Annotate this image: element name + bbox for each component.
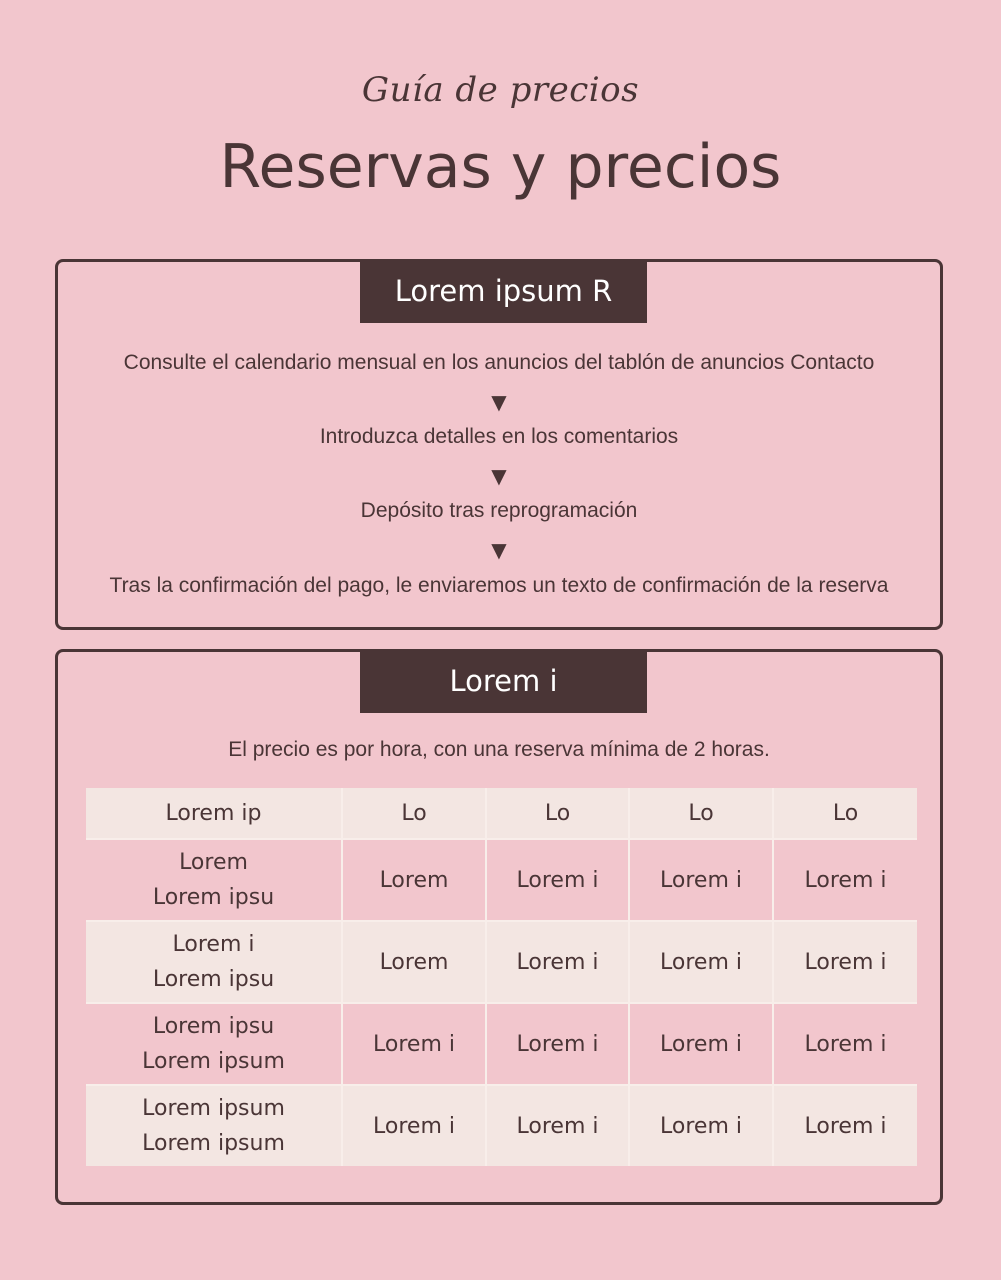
step-arrow-down-icon: ▼ [491,390,507,414]
column-header: Lo [773,788,917,839]
reservation-step-2: Introduzca detalles en los comentarios [319,425,679,448]
row-name-line: Lorem [179,850,248,875]
pricing-note: El precio es por hora, con una reserva mínima de 2 horas. [228,738,770,761]
reservation-panel [55,259,943,630]
price-cell: Lorem i [629,1085,773,1166]
table-row [86,1003,917,1085]
page-title: Reservas y precios [219,132,782,202]
step-arrow-down-icon: ▼ [491,538,507,562]
price-cell: Lorem i [629,921,773,1003]
price-table [86,788,917,1166]
price-cell: Lorem i [629,839,773,921]
row-name-line: Lorem ipsu [152,1014,275,1039]
reservation-step-3: Depósito tras reprogramación [360,499,638,522]
column-header: Lorem ip [86,788,342,839]
column-header: Lo [486,788,629,839]
reservation-step-1: Consulte el calendario mensual en los anuncios del tablón de anuncios Contacto [123,351,875,374]
price-cell: Lorem i [486,1003,629,1085]
reservation-step-4: Tras la confirmación del pago, le enviaremos un texto de confirmación de la reserva [109,574,889,597]
price-cell: Lorem [342,839,486,921]
page-kicker: Guía de precios [361,70,640,110]
price-cell: Lorem i [486,1085,629,1166]
price-cell: Lorem i [773,1085,917,1166]
price-cell: Lorem i [342,1085,486,1166]
price-cell: Lorem i [342,1003,486,1085]
price-cell: Lorem i [486,921,629,1003]
pricing-panel [55,649,943,1205]
table-header-row [86,788,917,839]
row-name-line: Lorem i [172,932,255,957]
table-row [86,1085,917,1166]
price-cell: Lorem i [773,839,917,921]
row-name-line: Lorem ipsum [142,1131,285,1156]
row-name-cell [86,921,342,1003]
price-cell: Lorem [342,921,486,1003]
column-header: Lo [342,788,486,839]
reservation-panel-label: Lorem ipsum R [360,261,647,323]
step-arrow-down-icon: ▼ [491,464,507,488]
price-cell: Lorem i [629,1003,773,1085]
price-cell: Lorem i [773,1003,917,1085]
row-name-line: Lorem ipsum [142,1049,285,1074]
price-cell: Lorem i [773,921,917,1003]
row-name-line: Lorem ipsu [152,885,275,910]
price-cell: Lorem i [486,839,629,921]
pricing-panel-label: Lorem i [360,651,647,713]
table-row [86,839,917,921]
table-row [86,921,917,1003]
row-name-cell [86,1085,342,1166]
row-name-line: Lorem ipsu [152,967,275,992]
row-name-cell [86,1003,342,1085]
row-name-line: Lorem ipsum [142,1096,285,1121]
row-name-cell [86,839,342,921]
column-header: Lo [629,788,773,839]
